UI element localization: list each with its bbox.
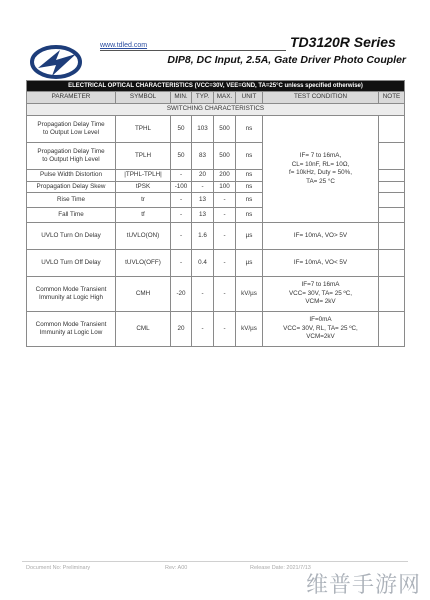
symbol-cell: CML bbox=[116, 312, 171, 347]
note-cell bbox=[379, 312, 405, 347]
max-cell: 500 bbox=[214, 143, 236, 170]
symbol-cell: TPHL bbox=[116, 116, 171, 143]
table-row bbox=[27, 277, 405, 312]
note-cell bbox=[379, 223, 405, 250]
min-cell: - bbox=[171, 223, 192, 250]
min-cell: -100 bbox=[171, 181, 192, 193]
electrical-characteristics-table bbox=[26, 80, 405, 347]
max-cell: - bbox=[214, 223, 236, 250]
group-test-condition: IF= 7 to 16mA, CL= 10nF, RL= 10Ω, f= 10kHz, Duty = 50%, TA= 25 °C bbox=[263, 116, 379, 223]
typ-cell: - bbox=[192, 181, 214, 193]
col-header-min: MIN. bbox=[171, 92, 192, 104]
param-cell: Common Mode Transient Immunity at Logic High bbox=[27, 277, 116, 312]
symbol-cell: |TPHL-TPLH| bbox=[116, 170, 171, 182]
typ-cell: 1.6 bbox=[192, 223, 214, 250]
max-cell: 500 bbox=[214, 116, 236, 143]
symbol-cell: tr bbox=[116, 193, 171, 208]
min-cell: 50 bbox=[171, 116, 192, 143]
typ-cell: 13 bbox=[192, 193, 214, 208]
param-cell: UVLO Turn On Delay bbox=[27, 223, 116, 250]
typ-cell: 13 bbox=[192, 208, 214, 223]
col-header-typ: TYP. bbox=[192, 92, 214, 104]
typ-cell: - bbox=[192, 312, 214, 347]
part-title: TD3120R Series bbox=[290, 34, 396, 50]
param-cell: Propagation Delay Time to Output Low Level bbox=[27, 116, 116, 143]
col-header-test-condition: TEST CONDITION bbox=[263, 92, 379, 104]
typ-cell: - bbox=[192, 277, 214, 312]
table-banner: ELECTRICAL OPTICAL CHARACTERISTICS (VCC=30V, VEE=GND, TA=25°C unless specified otherwise) bbox=[27, 81, 405, 92]
typ-cell: 0.4 bbox=[192, 250, 214, 277]
header-rule bbox=[100, 50, 286, 51]
test-condition-cell: IF= 10mA, VO< 5V bbox=[263, 250, 379, 277]
header-row bbox=[27, 92, 405, 104]
param-cell: Fall Time bbox=[27, 208, 116, 223]
footer-release-date: Release Date: 2021/7/13 bbox=[250, 565, 311, 571]
note-cell bbox=[379, 181, 405, 193]
unit-cell: kV/µs bbox=[236, 277, 263, 312]
note-cell bbox=[379, 143, 405, 170]
min-cell: - bbox=[171, 170, 192, 182]
min-cell: -20 bbox=[171, 277, 192, 312]
max-cell: - bbox=[214, 312, 236, 347]
website-link[interactable]: www.tdled.com bbox=[100, 42, 148, 49]
watermark: 维普手游网 bbox=[306, 573, 422, 598]
footer-revision: Rev: A00 bbox=[165, 565, 188, 571]
typ-cell: 20 bbox=[192, 170, 214, 182]
section-title: SWITCHING CHARACTERISTICS bbox=[27, 104, 405, 116]
max-cell: 100 bbox=[214, 181, 236, 193]
max-cell: - bbox=[214, 277, 236, 312]
col-header-symbol: SYMBOL bbox=[116, 92, 171, 104]
symbol-cell: tUVLO(ON) bbox=[116, 223, 171, 250]
symbol-cell: TPLH bbox=[116, 143, 171, 170]
symbol-cell: tUVLO(OFF) bbox=[116, 250, 171, 277]
unit-cell: ns bbox=[236, 193, 263, 208]
min-cell: 50 bbox=[171, 143, 192, 170]
min-cell: - bbox=[171, 208, 192, 223]
col-header-max: MAX. bbox=[214, 92, 236, 104]
col-header-note: NOTE bbox=[379, 92, 405, 104]
table-row bbox=[27, 312, 405, 347]
param-cell: Propagation Delay Skew bbox=[27, 181, 116, 193]
test-condition-cell: IF=0mA VCC= 30V, RL, TA= 25 ºC, VCM=2kV bbox=[263, 312, 379, 347]
unit-cell: µs bbox=[236, 250, 263, 277]
symbol-cell: CMH bbox=[116, 277, 171, 312]
unit-cell: ns bbox=[236, 143, 263, 170]
section-row bbox=[27, 104, 405, 116]
note-cell bbox=[379, 208, 405, 223]
param-cell: UVLO Turn Off Delay bbox=[27, 250, 116, 277]
max-cell: 200 bbox=[214, 170, 236, 182]
unit-cell: ns bbox=[236, 181, 263, 193]
col-header-unit: UNIT bbox=[236, 92, 263, 104]
test-condition-cell: IF= 10mA, VO> 5V bbox=[263, 223, 379, 250]
param-cell: Rise Time bbox=[27, 193, 116, 208]
typ-cell: 103 bbox=[192, 116, 214, 143]
unit-cell: kV/µs bbox=[236, 312, 263, 347]
col-header-parameter: PARAMETER bbox=[27, 92, 116, 104]
table-row bbox=[27, 250, 405, 277]
unit-cell: ns bbox=[236, 170, 263, 182]
footer-rule bbox=[22, 561, 408, 562]
param-cell: Pulse Width Distortion bbox=[27, 170, 116, 182]
max-cell: - bbox=[214, 208, 236, 223]
note-cell bbox=[379, 193, 405, 208]
param-cell: Propagation Delay Time to Output High Level bbox=[27, 143, 116, 170]
note-cell bbox=[379, 170, 405, 182]
symbol-cell: tf bbox=[116, 208, 171, 223]
param-cell: Common Mode Transient Immunity at Logic Low bbox=[27, 312, 116, 347]
table-row bbox=[27, 116, 405, 143]
min-cell: 20 bbox=[171, 312, 192, 347]
max-cell: - bbox=[214, 193, 236, 208]
note-cell bbox=[379, 250, 405, 277]
test-condition-cell: IF=7 to 16mA VCC= 30V, TA= 25 ºC, VCM= 2kV bbox=[263, 277, 379, 312]
unit-cell: µs bbox=[236, 223, 263, 250]
note-cell bbox=[379, 277, 405, 312]
min-cell: - bbox=[171, 193, 192, 208]
typ-cell: 83 bbox=[192, 143, 214, 170]
table-row bbox=[27, 223, 405, 250]
note-cell bbox=[379, 116, 405, 143]
max-cell: - bbox=[214, 250, 236, 277]
table-banner-row bbox=[27, 81, 405, 92]
product-subtitle: DIP8, DC Input, 2.5A, Gate Driver Photo Coupler bbox=[167, 54, 406, 66]
symbol-cell: tPSK bbox=[116, 181, 171, 193]
footer-doc-no: Document No: Preliminary bbox=[26, 565, 91, 571]
unit-cell: ns bbox=[236, 208, 263, 223]
unit-cell: ns bbox=[236, 116, 263, 143]
min-cell: - bbox=[171, 250, 192, 277]
